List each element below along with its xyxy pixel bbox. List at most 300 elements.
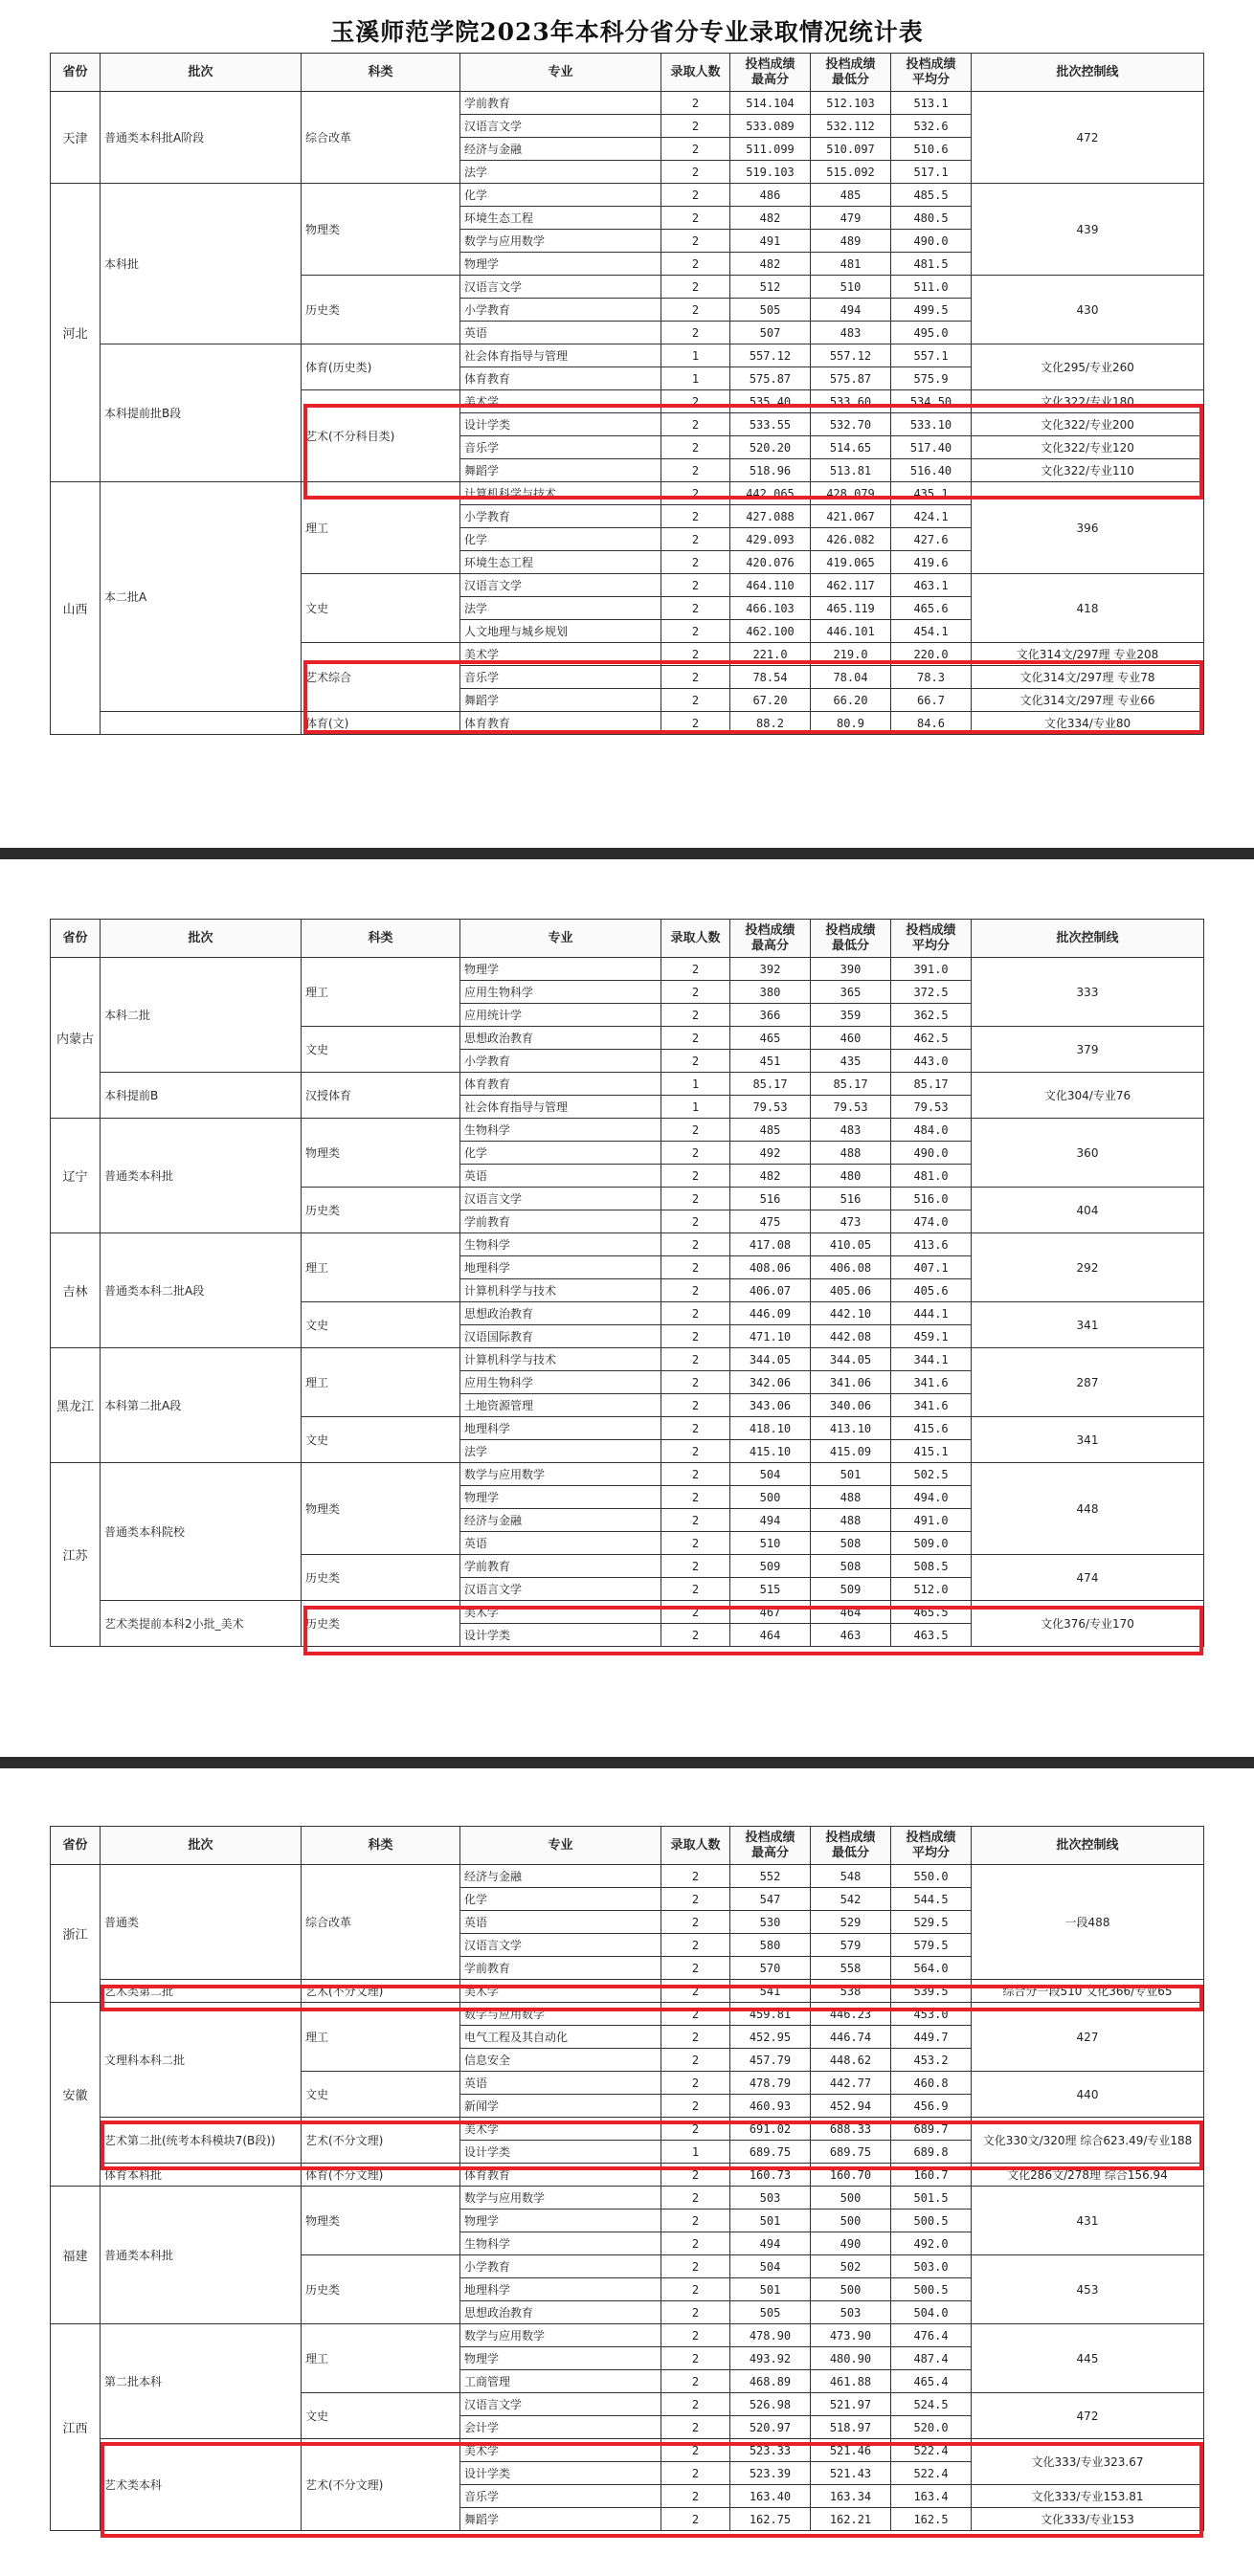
- avg-score-cell: 341.6: [891, 1394, 972, 1417]
- min-score-cell: 483: [811, 322, 891, 344]
- min-score-cell: 390: [811, 958, 891, 981]
- min-score-cell: 461.88: [811, 2370, 891, 2393]
- column-header: 录取人数: [661, 920, 730, 958]
- admitted-count-cell: 2: [661, 2118, 730, 2141]
- avg-score-cell: 513.1: [891, 92, 972, 115]
- max-score-cell: 79.53: [730, 1096, 811, 1119]
- control-line-cell: 418: [972, 574, 1204, 643]
- min-score-cell: 80.9: [811, 712, 891, 735]
- admitted-count-cell: 2: [661, 161, 730, 184]
- min-score-cell: 488: [811, 1509, 891, 1532]
- major-cell: 美术学: [460, 1980, 661, 2003]
- max-score-cell: 67.20: [730, 689, 811, 712]
- min-score-cell: 219.0: [811, 643, 891, 666]
- max-score-cell: 519.103: [730, 161, 811, 184]
- min-score-cell: 479: [811, 207, 891, 230]
- batch-cell: 普通类本科二批A段: [101, 1233, 302, 1348]
- header-row: [51, 1827, 1204, 1865]
- max-score-cell: 418.10: [730, 1417, 811, 1440]
- max-score-cell: 380: [730, 981, 811, 1004]
- control-line-cell: 448: [972, 1463, 1204, 1555]
- major-cell: 数学与应用数学: [460, 2324, 661, 2347]
- avg-score-cell: 427.6: [891, 528, 972, 551]
- control-line-cell: 文化333/专业323.67: [972, 2439, 1204, 2485]
- category-cell: 理工: [302, 482, 460, 574]
- avg-score-cell: 522.4: [891, 2462, 972, 2485]
- major-cell: 设计学类: [460, 1624, 661, 1647]
- max-score-cell: 501: [730, 2278, 811, 2301]
- control-line-cell: 文化304/专业76: [972, 1073, 1204, 1119]
- avg-score-cell: 415.6: [891, 1417, 972, 1440]
- avg-score-cell: 78.3: [891, 666, 972, 689]
- max-score-cell: 452.95: [730, 2026, 811, 2049]
- min-score-cell: 359: [811, 1004, 891, 1027]
- avg-score-cell: 512.0: [891, 1578, 972, 1601]
- batch-cell: 本科第二批A段: [101, 1348, 302, 1463]
- avg-score-cell: 465.6: [891, 597, 972, 620]
- max-score-cell: 485: [730, 1119, 811, 1142]
- major-cell: 汉语言文学: [460, 1934, 661, 1957]
- admitted-count-cell: 2: [661, 92, 730, 115]
- avg-score-cell: 424.1: [891, 505, 972, 528]
- admitted-count-cell: 2: [661, 2095, 730, 2118]
- avg-score-cell: 508.5: [891, 1555, 972, 1578]
- admitted-count-cell: 2: [661, 574, 730, 597]
- min-score-cell: 426.082: [811, 528, 891, 551]
- major-cell: 社会体育指导与管理: [460, 1096, 661, 1119]
- major-cell: 地理科学: [460, 1256, 661, 1279]
- max-score-cell: 451: [730, 1050, 811, 1073]
- admitted-count-cell: 2: [661, 2232, 730, 2255]
- major-cell: 美术学: [460, 1601, 661, 1624]
- admitted-count-cell: 2: [661, 1417, 730, 1440]
- column-header: 批次: [101, 1827, 302, 1865]
- major-cell: 舞蹈学: [460, 2508, 661, 2531]
- avg-score-cell: 534.50: [891, 390, 972, 413]
- min-score-cell: 66.20: [811, 689, 891, 712]
- category-cell: 艺术(不分文理): [302, 2439, 460, 2531]
- control-line-cell: 287: [972, 1348, 1204, 1417]
- max-score-cell: 406.07: [730, 1279, 811, 1302]
- major-cell: 思想政治教育: [460, 1027, 661, 1050]
- min-score-cell: 485: [811, 184, 891, 207]
- avg-score-cell: 494.0: [891, 1486, 972, 1509]
- major-cell: 化学: [460, 528, 661, 551]
- control-line-cell: 文化314文/297理 专业66: [972, 689, 1204, 712]
- major-cell: 设计学类: [460, 413, 661, 436]
- max-score-cell: 533.089: [730, 115, 811, 138]
- min-score-cell: 557.12: [811, 344, 891, 367]
- min-score-cell: 365: [811, 981, 891, 1004]
- batch-cell: 普通类: [101, 1865, 302, 1980]
- min-score-cell: 521.97: [811, 2393, 891, 2416]
- table-row: [51, 2187, 1204, 2210]
- control-line-cell: 474: [972, 1555, 1204, 1601]
- major-cell: 数学与应用数学: [460, 2003, 661, 2026]
- category-cell: 历史类: [302, 1601, 460, 1647]
- max-score-cell: 552: [730, 1865, 811, 1888]
- max-score-cell: 366: [730, 1004, 811, 1027]
- admitted-count-cell: 2: [661, 2255, 730, 2278]
- admitted-count-cell: 2: [661, 2347, 730, 2370]
- avg-score-cell: 564.0: [891, 1957, 972, 1980]
- min-score-cell: 464: [811, 1601, 891, 1624]
- category-cell: 物理类: [302, 1463, 460, 1555]
- avg-score-cell: 456.9: [891, 2095, 972, 2118]
- admitted-count-cell: 2: [661, 390, 730, 413]
- max-score-cell: 501: [730, 2210, 811, 2232]
- admission-table-part-3: [50, 1826, 1203, 2531]
- major-cell: 经济与金融: [460, 1509, 661, 1532]
- column-header: 省份: [51, 920, 101, 958]
- province-cell: 山西: [51, 482, 101, 735]
- table-row: [51, 1980, 1204, 2003]
- min-score-cell: 548: [811, 1865, 891, 1888]
- admitted-count-cell: 2: [661, 528, 730, 551]
- admitted-count-cell: 2: [661, 620, 730, 643]
- major-cell: 小学教育: [460, 299, 661, 322]
- max-score-cell: 580: [730, 1934, 811, 1957]
- column-header: 投档成绩 最高分: [730, 54, 811, 92]
- table-row: [51, 1348, 1204, 1371]
- min-score-cell: 508: [811, 1555, 891, 1578]
- control-line-cell: 一段488: [972, 1865, 1204, 1980]
- min-score-cell: 421.067: [811, 505, 891, 528]
- batch-cell: 艺术类第二批: [101, 1980, 302, 2003]
- min-score-cell: 465.119: [811, 597, 891, 620]
- column-header: 批次控制线: [972, 54, 1204, 92]
- min-score-cell: 442.77: [811, 2072, 891, 2095]
- column-header: 专业: [460, 54, 661, 92]
- min-score-cell: 500: [811, 2187, 891, 2210]
- category-cell: 物理类: [302, 184, 460, 276]
- min-score-cell: 500: [811, 2210, 891, 2232]
- avg-score-cell: 575.9: [891, 367, 972, 390]
- province-cell: 江苏: [51, 1463, 101, 1647]
- category-cell: 理工: [302, 958, 460, 1027]
- max-score-cell: 557.12: [730, 344, 811, 367]
- max-score-cell: 464: [730, 1624, 811, 1647]
- table-row: [51, 2439, 1204, 2462]
- major-cell: 化学: [460, 1142, 661, 1165]
- max-score-cell: 492: [730, 1142, 811, 1165]
- major-cell: 物理学: [460, 253, 661, 276]
- avg-score-cell: 485.5: [891, 184, 972, 207]
- major-cell: 设计学类: [460, 2141, 661, 2164]
- column-header: 批次控制线: [972, 1827, 1204, 1865]
- data-table: [50, 919, 1204, 1647]
- avg-score-cell: 495.0: [891, 322, 972, 344]
- table-row: [51, 1463, 1204, 1486]
- major-cell: 美术学: [460, 390, 661, 413]
- control-line-cell: 472: [972, 2393, 1204, 2439]
- avg-score-cell: 533.10: [891, 413, 972, 436]
- batch-cell: 普通类本科批: [101, 2187, 302, 2324]
- control-line-cell: 文化322/专业200: [972, 413, 1204, 436]
- avg-score-cell: 85.17: [891, 1073, 972, 1096]
- max-score-cell: 691.02: [730, 2118, 811, 2141]
- admitted-count-cell: 2: [661, 597, 730, 620]
- admitted-count-cell: 2: [661, 2187, 730, 2210]
- max-score-cell: 505: [730, 299, 811, 322]
- admitted-count-cell: 2: [661, 958, 730, 981]
- max-score-cell: 429.093: [730, 528, 811, 551]
- max-score-cell: 526.98: [730, 2393, 811, 2416]
- max-score-cell: 482: [730, 1165, 811, 1188]
- admitted-count-cell: 2: [661, 981, 730, 1004]
- min-score-cell: 162.21: [811, 2508, 891, 2531]
- avg-score-cell: 405.6: [891, 1279, 972, 1302]
- min-score-cell: 489: [811, 230, 891, 253]
- max-score-cell: 467: [730, 1601, 811, 1624]
- major-cell: 汉语言文学: [460, 2393, 661, 2416]
- province-cell: 天津: [51, 92, 101, 184]
- control-line-cell: 430: [972, 276, 1204, 344]
- max-score-cell: 503: [730, 2187, 811, 2210]
- avg-score-cell: 504.0: [891, 2301, 972, 2324]
- max-score-cell: 541: [730, 1980, 811, 2003]
- admitted-count-cell: 2: [661, 2164, 730, 2187]
- major-cell: 环境生态工程: [460, 207, 661, 230]
- min-score-cell: 575.87: [811, 367, 891, 390]
- column-header: 批次: [101, 920, 302, 958]
- table-row: [51, 2164, 1204, 2187]
- min-score-cell: 446.101: [811, 620, 891, 643]
- max-score-cell: 504: [730, 1463, 811, 1486]
- max-score-cell: 163.40: [730, 2485, 811, 2508]
- admission-table-part-1: [50, 53, 1203, 735]
- avg-score-cell: 492.0: [891, 2232, 972, 2255]
- batch-cell: 普通类本科批: [101, 1119, 302, 1233]
- max-score-cell: 482: [730, 207, 811, 230]
- avg-score-cell: 463.1: [891, 574, 972, 597]
- column-header: 省份: [51, 54, 101, 92]
- min-score-cell: 483: [811, 1119, 891, 1142]
- province-cell: 河北: [51, 184, 101, 482]
- column-header: 批次: [101, 54, 302, 92]
- batch-cell: 体育本科批: [101, 2164, 302, 2187]
- min-score-cell: 78.04: [811, 666, 891, 689]
- min-score-cell: 428.079: [811, 482, 891, 505]
- max-score-cell: 85.17: [730, 1073, 811, 1096]
- major-cell: 物理学: [460, 2210, 661, 2232]
- admitted-count-cell: 2: [661, 230, 730, 253]
- major-cell: 舞蹈学: [460, 459, 661, 482]
- batch-cell: 本科二批: [101, 958, 302, 1073]
- avg-score-cell: 481.5: [891, 253, 972, 276]
- avg-score-cell: 459.1: [891, 1325, 972, 1348]
- admitted-count-cell: 2: [661, 2049, 730, 2072]
- column-header: 省份: [51, 1827, 101, 1865]
- admitted-count-cell: 2: [661, 1980, 730, 2003]
- batch-cell: 本科提前B: [101, 1073, 302, 1119]
- province-cell: 江西: [51, 2324, 101, 2531]
- max-score-cell: 516: [730, 1188, 811, 1210]
- avg-score-cell: 503.0: [891, 2255, 972, 2278]
- min-score-cell: 510: [811, 276, 891, 299]
- control-line-cell: 文化295/专业260: [972, 344, 1204, 390]
- min-score-cell: 480.90: [811, 2347, 891, 2370]
- min-score-cell: 462.117: [811, 574, 891, 597]
- category-cell: 文史: [302, 574, 460, 643]
- major-cell: 会计学: [460, 2416, 661, 2439]
- max-score-cell: 493.92: [730, 2347, 811, 2370]
- admitted-count-cell: 2: [661, 1119, 730, 1142]
- major-cell: 学前教育: [460, 1210, 661, 1233]
- max-score-cell: 442.065: [730, 482, 811, 505]
- batch-cell: [101, 712, 302, 735]
- control-line-cell: 431: [972, 2187, 1204, 2255]
- admitted-count-cell: 2: [661, 276, 730, 299]
- max-score-cell: 486: [730, 184, 811, 207]
- major-cell: 小学教育: [460, 1050, 661, 1073]
- major-cell: 思想政治教育: [460, 1302, 661, 1325]
- admitted-count-cell: 2: [661, 1279, 730, 1302]
- admitted-count-cell: 2: [661, 1463, 730, 1486]
- column-header: 投档成绩 最低分: [811, 1827, 891, 1865]
- min-score-cell: 448.62: [811, 2049, 891, 2072]
- max-score-cell: 88.2: [730, 712, 811, 735]
- avg-score-cell: 415.1: [891, 1440, 972, 1463]
- max-score-cell: 462.100: [730, 620, 811, 643]
- major-cell: 化学: [460, 184, 661, 207]
- admitted-count-cell: 1: [661, 1096, 730, 1119]
- avg-score-cell: 419.6: [891, 551, 972, 574]
- admitted-count-cell: 2: [661, 1624, 730, 1647]
- control-line-cell: 文化322/专业120: [972, 436, 1204, 459]
- control-line-cell: 292: [972, 1233, 1204, 1302]
- table-row: [51, 1865, 1204, 1888]
- table-row: [51, 958, 1204, 981]
- major-cell: 美术学: [460, 2118, 661, 2141]
- max-score-cell: 466.103: [730, 597, 811, 620]
- admitted-count-cell: 2: [661, 2301, 730, 2324]
- admitted-count-cell: 2: [661, 2485, 730, 2508]
- max-score-cell: 494: [730, 2232, 811, 2255]
- max-score-cell: 520.20: [730, 436, 811, 459]
- max-score-cell: 547: [730, 1888, 811, 1911]
- min-score-cell: 503: [811, 2301, 891, 2324]
- category-cell: 历史类: [302, 1555, 460, 1601]
- major-cell: 物理学: [460, 2347, 661, 2370]
- min-score-cell: 406.08: [811, 1256, 891, 1279]
- avg-score-cell: 344.1: [891, 1348, 972, 1371]
- avg-score-cell: 413.6: [891, 1233, 972, 1256]
- column-header: 科类: [302, 1827, 460, 1865]
- column-header: 投档成绩 平均分: [891, 54, 972, 92]
- section-divider: [0, 1757, 1254, 1768]
- min-score-cell: 490: [811, 2232, 891, 2255]
- admitted-count-cell: 2: [661, 551, 730, 574]
- category-cell: 物理类: [302, 2187, 460, 2255]
- max-score-cell: 475: [730, 1210, 811, 1233]
- major-cell: 物理学: [460, 1486, 661, 1509]
- admitted-count-cell: 2: [661, 2462, 730, 2485]
- avg-score-cell: 502.5: [891, 1463, 972, 1486]
- min-score-cell: 510.097: [811, 138, 891, 161]
- min-score-cell: 512.103: [811, 92, 891, 115]
- major-cell: 舞蹈学: [460, 689, 661, 712]
- avg-score-cell: 460.8: [891, 2072, 972, 2095]
- admitted-count-cell: 2: [661, 1911, 730, 1934]
- avg-score-cell: 520.0: [891, 2416, 972, 2439]
- max-score-cell: 457.79: [730, 2049, 811, 2072]
- control-line-cell: 341: [972, 1417, 1204, 1463]
- control-line-cell: 333: [972, 958, 1204, 1027]
- admitted-count-cell: 2: [661, 1210, 730, 1233]
- min-score-cell: 500: [811, 2278, 891, 2301]
- admitted-count-cell: 2: [661, 1348, 730, 1371]
- admitted-count-cell: 2: [661, 184, 730, 207]
- control-line-cell: 综合分一段510 文化366/专业65: [972, 1980, 1204, 2003]
- control-line-cell: 341: [972, 1302, 1204, 1348]
- max-score-cell: 570: [730, 1957, 811, 1980]
- avg-score-cell: 529.5: [891, 1911, 972, 1934]
- major-cell: 环境生态工程: [460, 551, 661, 574]
- max-score-cell: 575.87: [730, 367, 811, 390]
- min-score-cell: 502: [811, 2255, 891, 2278]
- avg-score-cell: 522.4: [891, 2439, 972, 2462]
- major-cell: 学前教育: [460, 92, 661, 115]
- category-cell: 体育(历史类): [302, 344, 460, 390]
- major-cell: 汉语言文学: [460, 1578, 661, 1601]
- avg-score-cell: 407.1: [891, 1256, 972, 1279]
- major-cell: 数学与应用数学: [460, 230, 661, 253]
- category-cell: 文史: [302, 1302, 460, 1348]
- max-score-cell: 427.088: [730, 505, 811, 528]
- max-score-cell: 515: [730, 1578, 811, 1601]
- table-row: [51, 1073, 1204, 1096]
- admitted-count-cell: 2: [661, 322, 730, 344]
- max-score-cell: 160.73: [730, 2164, 811, 2187]
- admitted-count-cell: 2: [661, 1888, 730, 1911]
- major-cell: 音乐学: [460, 666, 661, 689]
- max-score-cell: 514.104: [730, 92, 811, 115]
- min-score-cell: 410.05: [811, 1233, 891, 1256]
- major-cell: 计算机科学与技术: [460, 1279, 661, 1302]
- avg-score-cell: 500.5: [891, 2210, 972, 2232]
- major-cell: 生物科学: [460, 1119, 661, 1142]
- max-score-cell: 507: [730, 322, 811, 344]
- max-score-cell: 478.79: [730, 2072, 811, 2095]
- max-score-cell: 78.54: [730, 666, 811, 689]
- admitted-count-cell: 2: [661, 1601, 730, 1624]
- avg-score-cell: 481.0: [891, 1165, 972, 1188]
- major-cell: 思想政治教育: [460, 2301, 661, 2324]
- control-line-cell: 文化314文/297理 专业208: [972, 643, 1204, 666]
- column-header: 投档成绩 最低分: [811, 54, 891, 92]
- admitted-count-cell: 2: [661, 1555, 730, 1578]
- major-cell: 计算机科学与技术: [460, 1348, 661, 1371]
- min-score-cell: 85.17: [811, 1073, 891, 1096]
- max-score-cell: 504: [730, 2255, 811, 2278]
- major-cell: 信息安全: [460, 2049, 661, 2072]
- avg-score-cell: 220.0: [891, 643, 972, 666]
- admitted-count-cell: 2: [661, 413, 730, 436]
- major-cell: 生物科学: [460, 2232, 661, 2255]
- batch-cell: 本科批: [101, 184, 302, 344]
- major-cell: 英语: [460, 1165, 661, 1188]
- category-cell: 综合改革: [302, 1865, 460, 1980]
- admitted-count-cell: 2: [661, 2210, 730, 2232]
- admitted-count-cell: 2: [661, 1027, 730, 1050]
- max-score-cell: 342.06: [730, 1371, 811, 1394]
- admitted-count-cell: 2: [661, 712, 730, 735]
- table-row: [51, 2118, 1204, 2141]
- admitted-count-cell: 2: [661, 482, 730, 505]
- min-score-cell: 558: [811, 1957, 891, 1980]
- avg-score-cell: 476.4: [891, 2324, 972, 2347]
